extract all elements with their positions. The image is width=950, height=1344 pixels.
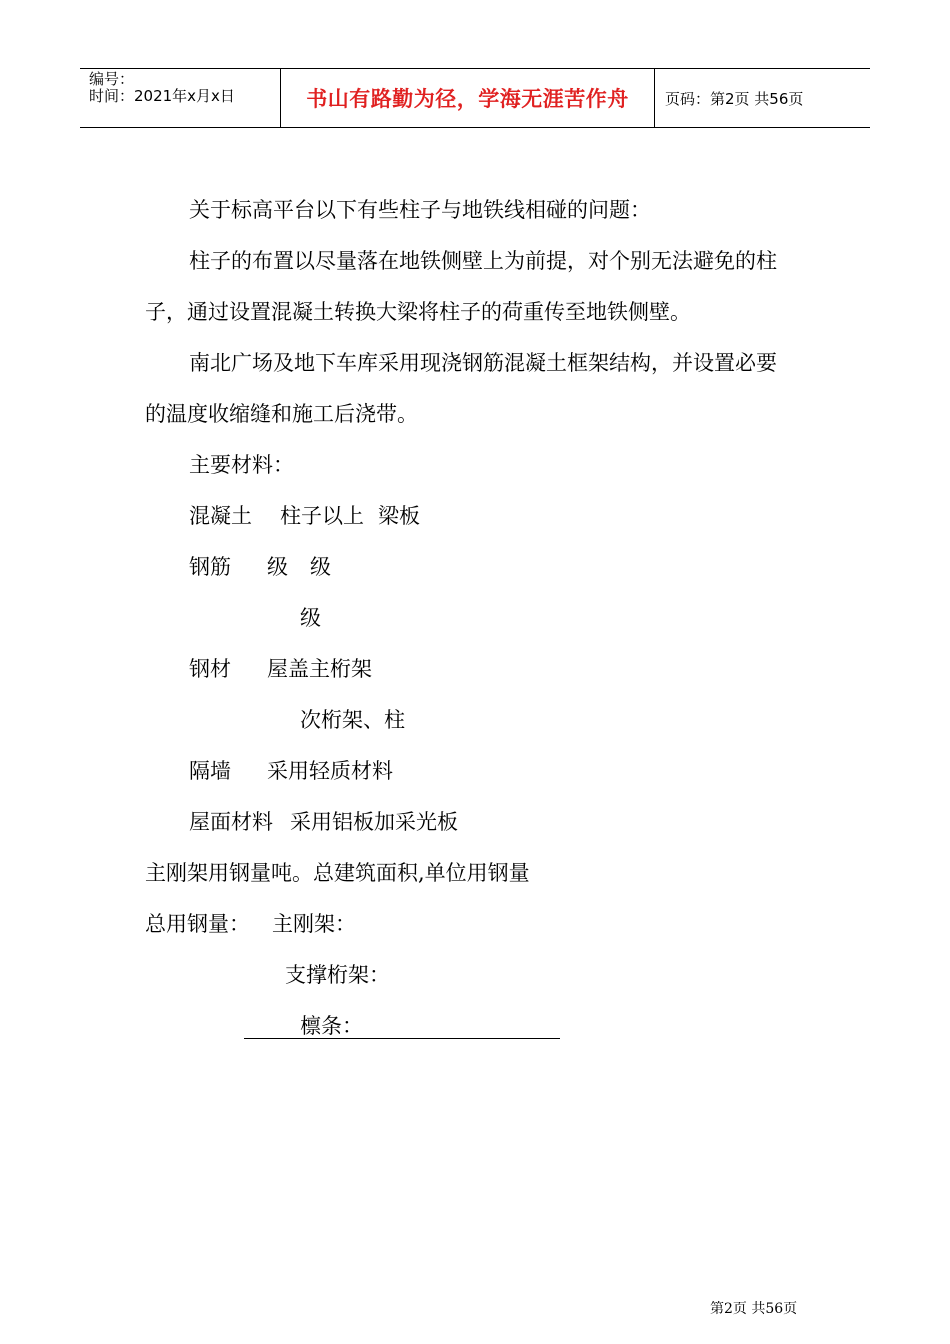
bracing-truss-label: 支撑桁架： xyxy=(285,963,390,987)
concrete-beam-spec: 梁板 xyxy=(378,504,420,528)
wall-material: 采用轻质材料 xyxy=(267,759,393,783)
roof-material: 采用铝板加采光板 xyxy=(290,810,458,834)
roof-label: 屋面材料 xyxy=(189,810,273,834)
steel-label: 钢材 xyxy=(189,657,231,681)
rebar-grade-2: 级 xyxy=(310,555,331,579)
materials-title: 主要材料： xyxy=(189,453,294,477)
rebar-grade-1: 级 xyxy=(267,555,288,579)
paragraph-1: 关于标高平台以下有些柱子与地铁线相碰的问题： xyxy=(189,198,651,222)
purlin-underline xyxy=(244,1038,560,1039)
time-label: 时间：2021年x月x日 xyxy=(89,87,235,105)
rebar-label: 钢筋 xyxy=(189,555,231,579)
rebar-grade-3: 级 xyxy=(300,606,321,630)
wall-label: 隔墙 xyxy=(189,759,231,783)
page-footer: 第2页 共56页 xyxy=(710,1301,798,1317)
header-meta-cell xyxy=(80,69,281,127)
steel-usage-line: 主刚架用钢量吨。总建筑面积,单位用钢量 xyxy=(145,861,530,885)
concrete-column-spec: 柱子以上 xyxy=(280,504,364,528)
header-page-cell xyxy=(655,69,870,127)
concrete-label: 混凝土 xyxy=(189,504,252,528)
document-header xyxy=(80,68,870,128)
steel-main-truss: 屋盖主桁架 xyxy=(267,657,372,681)
purlin-label: 檩条： xyxy=(300,1014,363,1038)
paragraph-2-line-1: 柱子的布置以尽量落在地铁侧壁上为前提，对个别无法避免的柱 xyxy=(189,249,777,273)
number-label: 编号： xyxy=(89,70,135,88)
motto-text: 书山有路勤为径，学海无涯苦作舟 xyxy=(306,87,629,111)
steel-secondary-truss: 次桁架、柱 xyxy=(300,708,405,732)
header-motto-cell xyxy=(281,69,655,127)
page-info: 页码：第2页 共56页 xyxy=(665,89,804,108)
paragraph-3-line-1: 南北广场及地下车库采用现浇钢筋混凝土框架结构，并设置必要 xyxy=(189,351,777,375)
main-frame-label: 主刚架： xyxy=(272,912,356,936)
total-steel-label: 总用钢量： xyxy=(145,912,250,936)
paragraph-3-line-2: 的温度收缩缝和施工后浇带。 xyxy=(145,402,418,426)
paragraph-2-line-2: 子，通过设置混凝土转换大梁将柱子的荷重传至地铁侧壁。 xyxy=(145,300,691,324)
